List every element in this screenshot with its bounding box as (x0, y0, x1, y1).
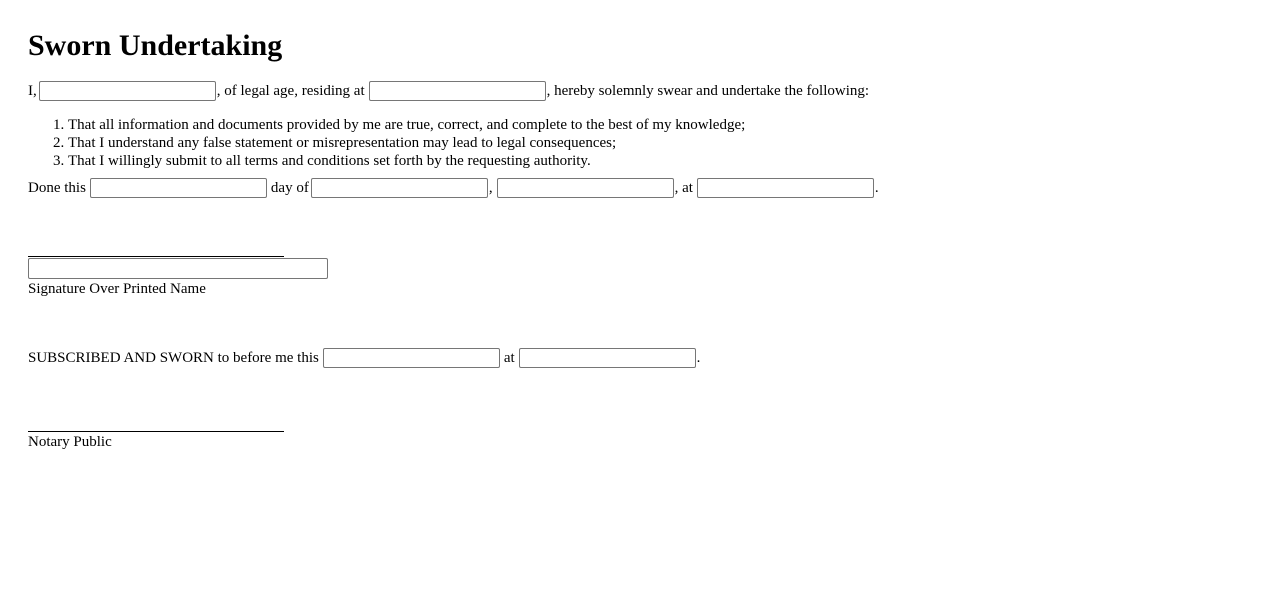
intro-prefix: I, (28, 83, 37, 99)
year-input[interactable] (497, 178, 674, 198)
address-input[interactable] (369, 81, 546, 101)
subscribed-period: . (696, 350, 701, 366)
done-period: . (874, 180, 879, 196)
place-input[interactable] (697, 178, 874, 198)
list-item: 1. That all information and documents provided by me are true, correct, and complete to the best of my knowledge; (68, 116, 1278, 134)
sworn-place-input[interactable] (519, 348, 696, 368)
done-prefix: Done this (28, 180, 86, 196)
notary-label: Notary Public (28, 434, 112, 450)
undertaking-list (28, 116, 1278, 170)
subscribed-prefix: SUBSCRIBED AND SWORN to before me this (28, 350, 319, 366)
sworn-date-input[interactable] (323, 348, 500, 368)
month-input[interactable] (311, 178, 488, 198)
name-input[interactable] (39, 81, 216, 101)
signature-block (28, 256, 1278, 298)
intro-after-name: , of legal age, residing at (216, 83, 365, 99)
comma-at-label: , at (674, 180, 693, 196)
day-input[interactable] (90, 178, 267, 198)
subscribed-at-label: at (503, 350, 515, 366)
list-item: 3. That I willingly submit to all terms and conditions set forth by the requesting authority. (68, 152, 1278, 170)
notary-signature-line (28, 431, 284, 432)
signature-label: Signature Over Printed Name (28, 281, 206, 297)
intro-after-address: , hereby solemnly swear and undertake the following: (546, 83, 870, 99)
day-of-label: day of (270, 180, 309, 196)
subscribed-line (28, 348, 1278, 368)
intro-line (28, 81, 1278, 101)
page-title: Sworn Undertaking (28, 29, 283, 62)
notary-block (28, 431, 1278, 451)
signature-line (28, 256, 284, 257)
list-item: 2. That I understand any false statement or misrepresentation may lead to legal consequences; (68, 134, 1278, 152)
signature-input[interactable] (28, 258, 328, 279)
done-line (28, 178, 1278, 198)
comma-separator: , (488, 180, 493, 196)
